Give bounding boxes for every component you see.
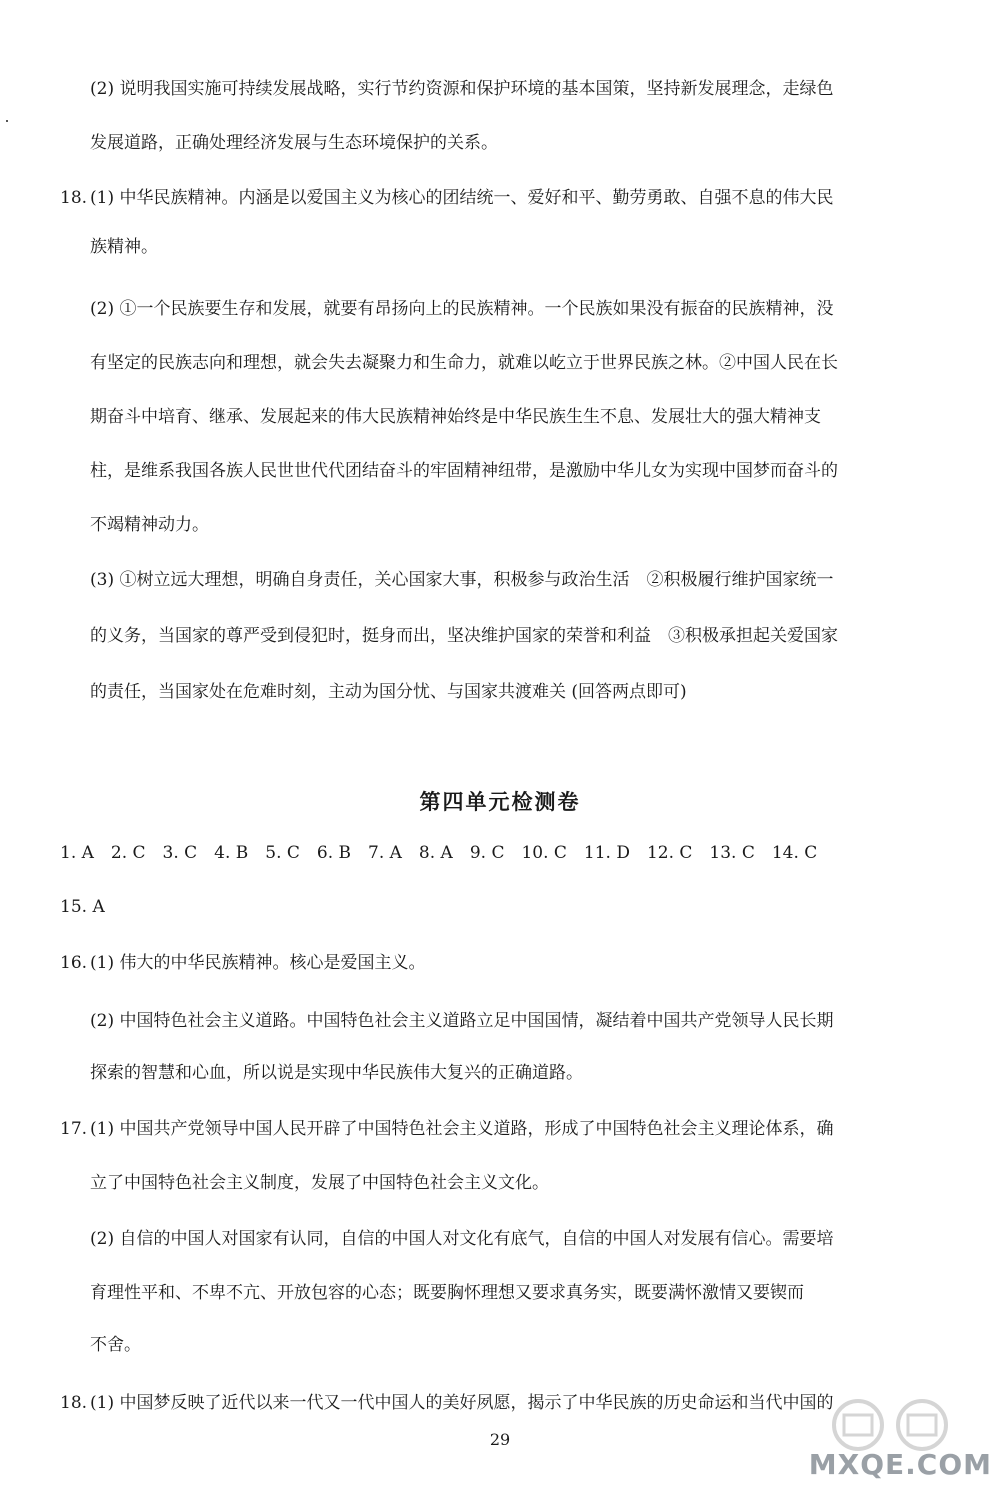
watermark-text: MXQE.COM [808, 1448, 992, 1481]
q18-part2-cont-3: 柱，是维系我国各族人民世世代代团结奋斗的牢固精神纽带，是激励中华儿女为实现中国梦而奋斗的 [90, 461, 838, 481]
answers-row-2: 15. A [60, 897, 105, 917]
q18b-part1: (1) 中国梦反映了近代以来一代又一代中国人的美好夙愿，揭示了中华民族的历史命运和当代中国的 [90, 1393, 834, 1413]
line-2-cont-2: 发展道路，正确处理经济发展与生态环境保护的关系。 [90, 133, 498, 153]
question-16-number: 16. [60, 953, 88, 973]
question-18-number: 18. [60, 188, 88, 208]
q18-part1: (1) 中华民族精神。内涵是以爱国主义为核心的团结统一、爱好和平、勤劳勇敢、自强不息的伟大民 [90, 188, 834, 208]
q18-part1-cont: 族精神。 [90, 237, 158, 257]
q18-part2-cont-1: 有坚定的民族志向和理想，就会失去凝聚力和生命力，就难以屹立于世界民族之林。②中国人民在长 [90, 353, 838, 373]
q18-part3-cont-1: 的义务，当国家的尊严受到侵犯时，挺身而出，坚决维护国家的荣誉和利益 ③积极承担起关爱国家 [90, 626, 838, 646]
answers-row-1: 1. A 2. C 3. C 4. B 5. C 6. B 7. A 8. A 9. C 10. C 11. D 12. C 13. C 14. C [60, 843, 818, 863]
q16-part2-cont: 探索的智慧和心血，所以说是实现中华民族伟大复兴的正确道路。 [90, 1063, 583, 1083]
q16-part1: (1) 伟大的中华民族精神。核心是爱国主义。 [90, 953, 426, 973]
q17-part1-cont: 立了中国特色社会主义制度，发展了中国特色社会主义文化。 [90, 1173, 549, 1193]
scan-speck [6, 120, 8, 122]
q16-part2: (2) 中国特色社会主义道路。中国特色社会主义道路立足中国国情，凝结着中国共产党领导人民长期 [90, 1011, 834, 1031]
page-number: 29 [489, 1430, 511, 1449]
line-2-cont: (2) 说明我国实施可持续发展战略，实行节约资源和保护环境的基本国策，坚持新发展理念，走绿色 [90, 79, 834, 99]
q17-part2: (2) 自信的中国人对国家有认同，自信的中国人对文化有底气，自信的中国人对发展有信心。需要培 [90, 1229, 834, 1249]
q18-part2: (2) ①一个民族要生存和发展，就要有昂扬向上的民族精神。一个民族如果没有振奋的民族精神，没 [90, 299, 834, 319]
question-18b-number: 18. [60, 1393, 88, 1413]
question-17-number: 17. [60, 1119, 88, 1139]
q17-part2-cont-2: 不舍。 [90, 1335, 141, 1355]
q17-part2-cont-1: 育理性平和、不卑不亢、开放包容的心态；既要胸怀理想又要求真务实，既要满怀激情又要锲而 [90, 1283, 804, 1303]
q18-part3: (3) ①树立远大理想，明确自身责任，关心国家大事，积极参与政治生活 ②积极履行维护国家统一 [90, 570, 834, 590]
section-title: 第四单元检测卷 [419, 790, 581, 814]
q18-part3-cont-2: 的责任，当国家处在危难时刻，主动为国分忧、与国家共渡难关 (回答两点即可) [90, 682, 687, 702]
q17-part1: (1) 中国共产党领导中国人民开辟了中国特色社会主义道路，形成了中国特色社会主义理论体系，确 [90, 1119, 834, 1139]
q18-part2-cont-4: 不竭精神动力。 [90, 515, 209, 535]
q18-part2-cont-2: 期奋斗中培育、继承、发展起来的伟大民族精神始终是中华民族生生不息、发展壮大的强大精神支 [90, 407, 821, 427]
